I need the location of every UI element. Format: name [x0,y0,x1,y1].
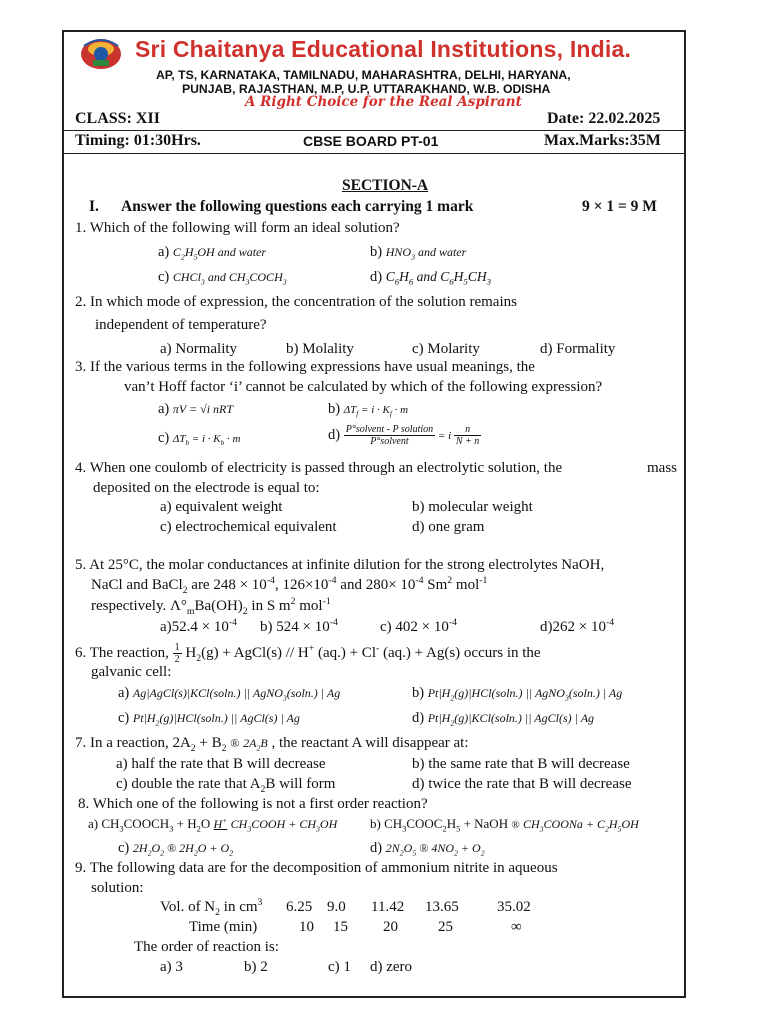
q4-option-d: d) one gram [412,519,485,535]
q3-option-d: d) $\frac{\text{P°solvent - P solution}}{\text{P°solvent}}$ = i $\frac{n}{N + n}$ [328,424,480,447]
q7-option-d: d) twice the rate that B will decrease [412,776,632,792]
section-roman: I. [89,198,99,215]
q5-option-d: $d)262 \times 10^{-4}$ [540,617,615,635]
q5-option-b: b) $524 \times 10^{-4}$ [260,617,338,635]
header-divider [62,130,684,131]
q1-option-d: d) $C_6H_6$ and $C_6H_5CH_3$ [370,269,491,287]
q6-option-b: b) $Pt|H_2(g)|HCl(soln.)$ || AgNO$_3$(soln.) | Ag [412,685,623,703]
q9-option-b: b) 2 [244,959,268,975]
class-label: CLASS: XII [75,110,160,127]
q9-option-d: d) zero [370,959,413,975]
q4-option-b: b) molecular weight [412,499,533,515]
question-4-line-2: deposited on the electrode is equal to: [93,480,320,496]
q9-row1-cell: 13.65 [425,899,459,915]
q3-option-a: a) πV = √i nRT [158,401,234,417]
q5-option-a: $a)52.4 \times 10^{-4}$ [160,617,237,635]
question-6-line-1: 6. The reaction, $\frac{1}{2}$ $H_2(g)$ + AgCl(s) // H+ (aq.) + Cl- (aq.) + Ag(s) occurs in the [75,642,541,665]
q8-option-b: b) $CH_3COOC_2H_5$ + NaOH ® $CH_3COONa + C_2H_5OH$ [370,816,639,834]
question-3-line-1: 3. If the various terms in the following expressions have usual meanings, the [75,359,535,375]
question-9-line-1: 9. The following data are for the decomposition of ammonium nitrite in aqueous [75,860,558,876]
section-instruction: Answer the following questions each carrying 1 mark [121,198,474,215]
q9-row2-cell: 10 [299,919,314,935]
q4-option-a: a) equivalent weight [160,499,283,515]
q8-option-a: a) $CH_3COOCH_3 + H_2O$ H+ $CH_3COOH + CH_3OH$ [88,816,338,834]
q8-option-c: c) $2H_2O_2$ ® $2H_2O + O_2$ [118,840,234,858]
q5-option-c: c) $402 \times 10^{-4}$ [380,617,457,635]
q2-option-d: d) Formality [540,341,616,357]
q2-option-a: a) Normality [160,341,238,357]
institution-name: Sri Chaitanya Educational Institutions, India. [135,36,632,62]
q9-row1-cell: 11.42 [371,899,405,915]
question-4-line-1: 4. When one coulomb of electricity is passed through an electrolytic solution, the [75,460,563,476]
question-3-line-2: van’t Hoff factor ‘i’ cannot be calculated by which of the following expression? [124,379,603,395]
timing-label: Timing: 01:30Hrs. [75,132,201,149]
q2-option-b: b) Molality [286,341,354,357]
q8-option-d: d) $2N_2O_5$ ® $4NO_2 + O_2$ [370,840,485,858]
q9-row1-cell: 35.02 [497,899,531,915]
q3-option-b: b) $\Delta T_f = i \cdot K_f \cdot m$ [328,401,409,419]
q9-row2-cell: 25 [438,919,453,935]
question-2-line-2: independent of temperature? [95,317,267,333]
q9-row2-cell: ∞ [511,919,522,935]
q9-row2-cell: 15 [333,919,348,935]
q7-option-b: b) the same rate that B will decrease [412,756,630,772]
states-line-1: AP, TS, KARNATAKA, TAMILNADU, MAHARASHTRA, DELHI, HARYANA, [156,68,571,82]
q6-option-d: d) $Pt|H_2(g)|KCl(soln.)$ || AgCl(s) | Ag [412,710,595,728]
q9-option-a: a) 3 [160,959,183,975]
q7-option-c: c) double the rate that $A_2B$ will form [116,776,336,795]
q9-row2-cell: 20 [383,919,398,935]
question-4-mass: mass [647,460,677,476]
question-6-line-2: galvanic cell: [91,664,172,680]
q3-option-c: c) $\Delta T_b = i \cdot K_b \cdot m$ [158,430,241,448]
header-divider-2 [62,153,684,154]
q9-row1-cell: 6.25 [286,899,313,915]
section-title: SECTION-A [342,177,429,194]
question-5-line-2: NaCl and BaCl$_2$ are $248 \times 10^{-4}$, $126\times 10^{-4}$ and $280\times 10^{-4}$ Sm$^2$ mol$^{-1}$ [91,575,488,596]
q2-option-c: c) Molarity [412,341,480,357]
institution-logo-icon [76,36,126,72]
states-line-2: PUNJAB, RAJASTHAN, M.P, U.P, UTTARAKHAND, W.B. ODISHA [182,82,551,96]
question-5-line-3: respectively. $\Lambda^\circ_mBa(OH)_2$ in S $m^2$ mol$^{-1}$ [91,596,331,617]
tagline: A Right Choice for the Real Aspirant [245,94,522,110]
max-marks: Max.Marks:35M [544,132,661,149]
q9-row1-label: Vol. of $N_2$ in $cm^3$ [160,897,263,918]
q6-option-a: a) Ag|AgCl(s)|KCl(soln.) || AgNO$_3$(soln.) | Ag [118,685,341,703]
question-9-line-2: solution: [91,880,144,896]
q9-row2-label: Time (min) [189,919,258,935]
section-marks: 9 × 1 = 9 M [582,198,657,215]
question-8: 8. Which one of the following is not a first order reaction? [78,796,428,812]
q9-order-prompt: The order of reaction is: [134,939,279,955]
q9-option-c: c) 1 [328,959,351,975]
question-5-line-1: 5. At 25°C, the molar conductances at infinite dilution for the strong electrolytes NaOH, [75,557,605,573]
question-2-line-1: 2. In which mode of expression, the concentration of the solution remains [75,294,517,310]
question-7: 7. In a reaction, $2A_2 + B_2$ ® $2A_2B$ , the reactant A will disappear at: [75,735,469,754]
question-1: 1. Which of the following will form an ideal solution? [75,220,400,236]
exam-name: CBSE BOARD PT-01 [303,133,439,149]
exam-date: Date: 22.02.2025 [547,110,661,127]
q7-option-a: a) half the rate that B will decrease [116,756,326,772]
q4-option-c: c) electrochemical equivalent [160,519,337,535]
q1-option-b: b) $HNO_3$ and water [370,244,467,262]
q6-option-c: c) $Pt|H_2(g)|HCl(soln.)$ || AgCl(s) | Ag [118,710,300,728]
q9-row1-cell: 9.0 [327,899,346,915]
q1-option-c: c) CHCl$_3$ and $CH_3COCH_3$ [158,269,287,287]
q1-option-a: a) $C_2H_5OH$ and water [158,244,267,262]
